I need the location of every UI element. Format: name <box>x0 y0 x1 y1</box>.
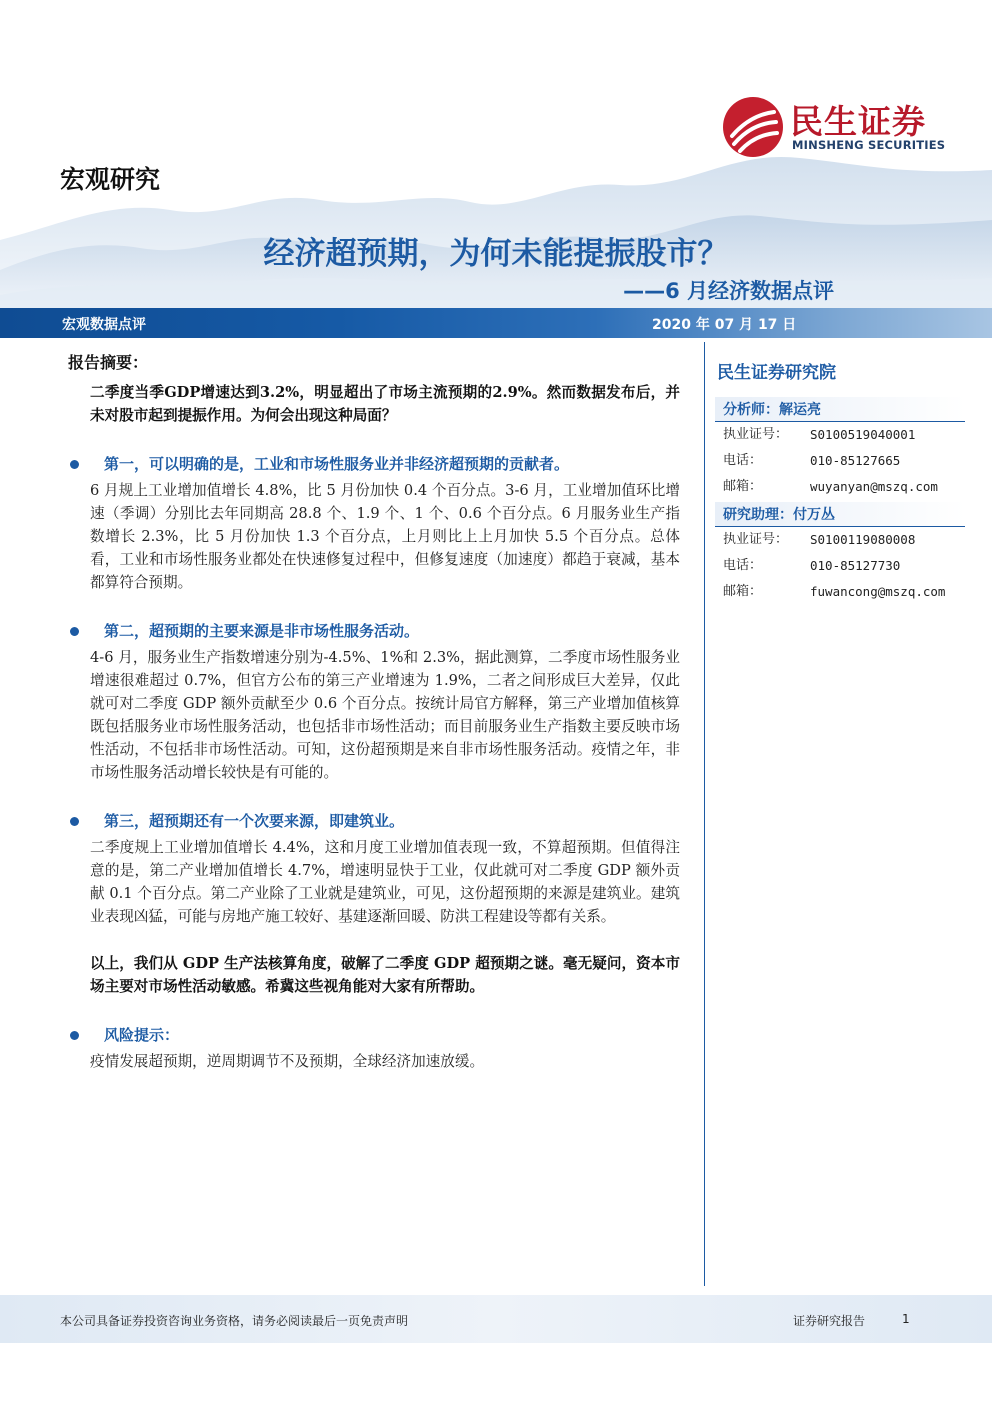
field-label: 电话： <box>723 453 763 468</box>
point-heading: 第一，可以明确的是，工业和市场性服务业并非经济超预期的贡献者。 <box>104 455 570 473</box>
page-footer <box>0 1295 992 1343</box>
header-band <box>0 308 992 338</box>
risk-heading: 风险提示： <box>104 1026 180 1044</box>
field-label: 执业证号： <box>723 532 789 547</box>
assistant-phone-row <box>715 553 965 579</box>
section-tag: 宏观研究 <box>60 165 161 194</box>
analyst-name: 分析师：解运亮 <box>715 397 965 422</box>
assistant-email-row <box>715 579 965 605</box>
point-body: 4-6 月，服务业生产指数增速分别为-4.5%、1%和 2.3%，据此测算，二季度市场性服务业增速很难超过 0.7%，但官方公布的第三产业增速为 1.9%，二者之间形成巨大差异，仅此就可对二季度 GDP 额外贡献至少 0.6 个百分点。按统计局官方解释，第三产业增加值核算既包括服务业市场性服务活动，也包括非市场性活动；而目前服务业生产指数主要反映市场性活动，不包括非市场性活动。可知，这份超预期是来自非市场性服务活动。疫情之年，非市场性服务活动增长较快是有可能的。 <box>90 649 680 781</box>
abstract-heading: 报告摘要： <box>68 353 149 372</box>
point-heading: 第二，超预期的主要来源是非市场性服务活动。 <box>104 622 420 640</box>
sidebar <box>715 358 965 605</box>
assistant-name: 研究助理：付万丛 <box>715 502 965 527</box>
report-subtitle: ——6 月经济数据点评 <box>623 279 834 303</box>
bullet-icon <box>70 460 79 469</box>
field-value: 010-85127665 <box>810 453 901 468</box>
minsheng-logo-icon <box>722 96 784 158</box>
field-label: 邮箱： <box>723 479 763 494</box>
analyst-email-link[interactable]: wuyanyan@mszq.com <box>810 479 938 494</box>
field-label: 邮箱： <box>723 584 763 599</box>
field-label: 电话： <box>723 558 763 573</box>
risk-section <box>60 1024 680 1073</box>
main-content <box>60 346 680 1073</box>
analyst-license-row <box>715 422 965 448</box>
point-2 <box>60 620 680 784</box>
page-number: 1 <box>902 1312 910 1326</box>
risk-body: 疫情发展超预期，逆周期调节不及预期，全球经济加速放缓。 <box>90 1053 485 1070</box>
report-date: 2020 年 07 月 17 日 <box>652 317 797 333</box>
field-label: 执业证号： <box>723 427 789 442</box>
brand-name-cn: 民生证券 <box>790 102 926 141</box>
abstract-text: 二季度当季GDP增速达到3.2%，明显超出了市场主流预期的2.9%。然而数据发布后，并未对股市起到提振作用。为何会出现这种局面？ <box>90 384 680 424</box>
report-category: 宏观数据点评 <box>62 317 146 333</box>
analyst-email-row <box>715 474 965 500</box>
point-heading: 第三，超预期还有一个次要来源，即建筑业。 <box>104 812 405 830</box>
brand-name-en: MINSHENG SECURITIES <box>792 138 946 152</box>
field-value: S0100519040001 <box>810 427 916 442</box>
bullet-icon <box>70 817 79 826</box>
point-body: 二季度规上工业增加值增长 4.4%，这和月度工业增加值表现一致，不算超预期。但值得注意的是，第二产业增加值增长 4.7%，增速明显快于工业，仅此就可对二季度 GDP 额外贡献 0.1 个百分点。第二产业除了工业就是建筑业，可见，这份超预期的来源是建筑业。建筑业表现凶猛，可能与房地产施工较好、基建逐渐回暖、防洪工程建设等都有关系。 <box>90 839 680 925</box>
footer-disclaimer: 本公司具备证券投资咨询业务资格，请务必阅读最后一页免责声明 <box>60 1314 409 1328</box>
assistant-license-row <box>715 527 965 553</box>
brand-logo <box>722 96 962 156</box>
point-3 <box>60 810 680 928</box>
point-1 <box>60 453 680 594</box>
field-value: S0100119080008 <box>810 532 916 547</box>
bullet-icon <box>70 1031 79 1040</box>
bullet-icon <box>70 627 79 636</box>
analyst-phone-row <box>715 448 965 474</box>
header-mountain-background <box>0 130 992 310</box>
footer-doc-type: 证券研究报告 <box>793 1314 866 1328</box>
field-value: 010-85127730 <box>810 558 901 573</box>
conclusion-text: 以上，我们从 GDP 生产法核算角度，破解了二季度 GDP 超预期之谜。毫无疑问，资本市场主要对市场性活动敏感。希冀这些视角能对大家有所帮助。 <box>90 955 680 995</box>
assistant-email-link[interactable]: fuwancong@mszq.com <box>810 584 946 599</box>
point-body: 6 月规上工业增加值增长 4.8%，比 5 月份加快 0.4 个百分点。3-6 月，工业增加值环比增速（季调）分别比去年同期高 28.8 个、1.9 个、1 个、0.6 个百分点。6 月服务业生产指数增长 2.3%，比 5 月份加快 1.3 个百分点，上月则比上上月加快 5.5 个百分点。总体看，工业和市场性服务业都处在快速修复过程中，但修复速度（加速度）都趋于衰减，基本都算符合预期。 <box>90 482 680 591</box>
report-title: 经济超预期，为何未能提振股市？ <box>263 236 729 272</box>
institute-name: 民生证券研究院 <box>717 363 836 383</box>
column-divider <box>704 342 705 1286</box>
